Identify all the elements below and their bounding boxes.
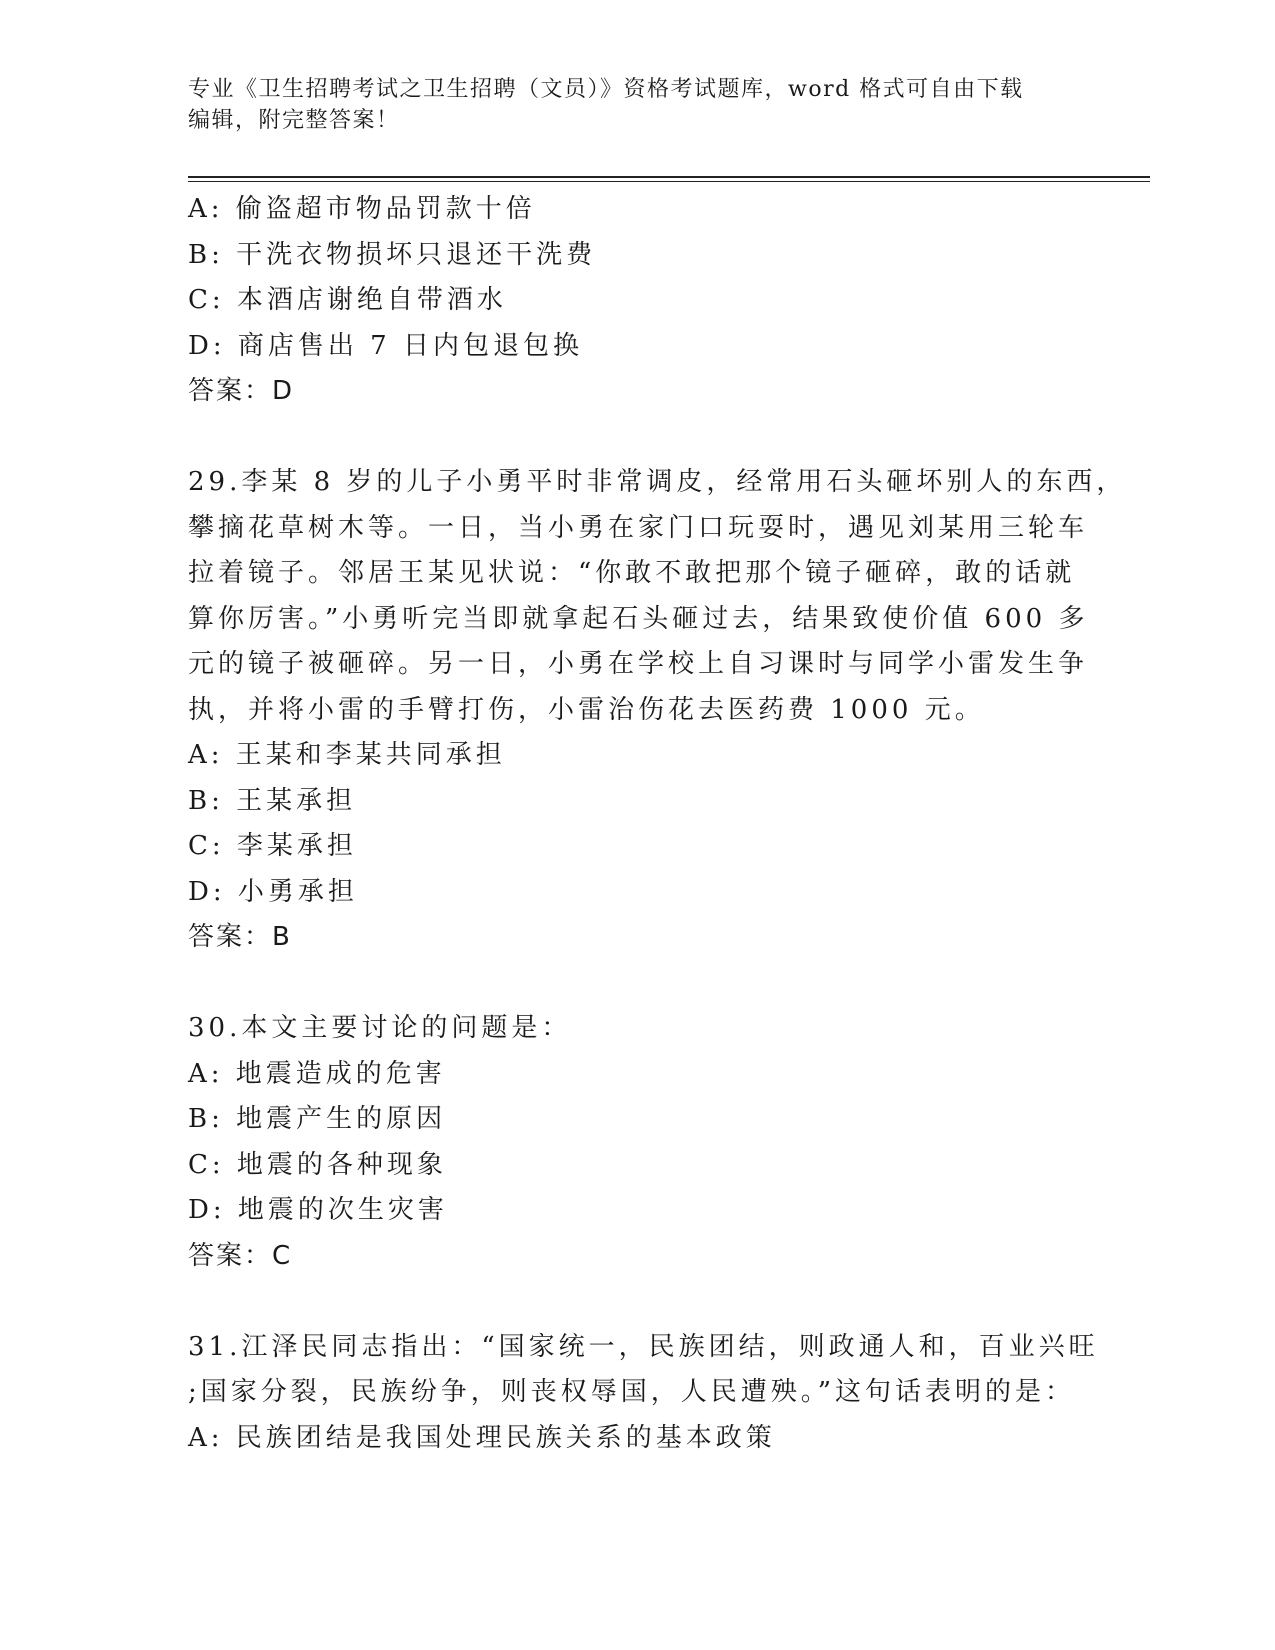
question-31 <box>188 1325 1099 1462</box>
spacer <box>188 961 1088 1007</box>
question-stem-line: 执，并将小雷的手臂打伤，小雷治伤花去医药费 1000 元。 <box>188 694 985 725</box>
question-stem-line: 元的镜子被砸碎。另一日，小勇在学校上自习课时与同学小雷发生争 <box>188 649 1089 679</box>
header-divider-thick <box>188 176 1150 178</box>
option-b: B: 干洗衣物损坏只退还干洗费 <box>188 239 597 270</box>
option-b: B: 王某承担 <box>188 785 357 816</box>
question-list <box>188 187 1127 1461</box>
question-stem-line: 31.江泽民同志指出：“国家统一，民族团结，则政通人和，百业兴旺 <box>188 1331 1099 1362</box>
answer: 答案：C <box>188 1240 293 1271</box>
answer: 答案：B <box>188 922 292 952</box>
question-stem-line: 拉着镜子。邻居王某见状说：“你敢不敢把那个镜子砸碎，敢的话就 <box>188 558 1076 588</box>
spacer <box>188 415 1088 461</box>
header-line-2: 编辑，附完整答案！ <box>188 108 400 133</box>
question-30 <box>188 1006 1088 1279</box>
question-stem-line: 30.本文主要讨论的问题是： <box>188 1013 572 1043</box>
header-divider-thin <box>188 181 1150 182</box>
option-d: D: 地震的次生灾害 <box>188 1195 448 1225</box>
option-d: D: 商店售出 7 日内包退包换 <box>188 330 583 361</box>
option-d: D: 小勇承担 <box>188 876 358 907</box>
option-c: C: 本酒店谢绝自带酒水 <box>188 285 507 315</box>
question-stem-line: ;国家分裂，民族纷争，则丧权辱国，人民遭殃。”这句话表明的是： <box>188 1377 1076 1407</box>
question-28 <box>188 187 1088 415</box>
question-stem-line: 29.李某 8 岁的儿子小勇平时非常调皮，经常用石头砸坏别人的东西， <box>188 467 1127 497</box>
document-header <box>188 74 1088 136</box>
question-29 <box>188 460 1127 961</box>
option-b: B: 地震产生的原因 <box>188 1104 447 1134</box>
option-c: C: 李某承担 <box>188 831 357 861</box>
header-line-1: 专业《卫生招聘考试之卫生招聘（文员）》资格考试题库，word 格式可自由下载 <box>188 77 1024 102</box>
question-stem-line: 算你厉害。”小勇听完当即就拿起石头砸过去，结果致使价值 600 多 <box>188 603 1089 634</box>
option-a: A: 偷盗超市物品罚款十倍 <box>188 194 536 224</box>
option-a: A: 王某和李某共同承担 <box>188 740 506 770</box>
option-a: A: 民族团结是我国处理民族关系的基本政策 <box>188 1422 776 1453</box>
question-stem-line: 攀摘花草树木等。一日，当小勇在家门口玩耍时，遇见刘某用三轮车 <box>188 512 1089 543</box>
answer: 答案：D <box>188 376 295 406</box>
option-a: A: 地震造成的危害 <box>188 1058 446 1089</box>
spacer <box>188 1279 1088 1325</box>
option-c: C: 地震的各种现象 <box>188 1149 447 1180</box>
